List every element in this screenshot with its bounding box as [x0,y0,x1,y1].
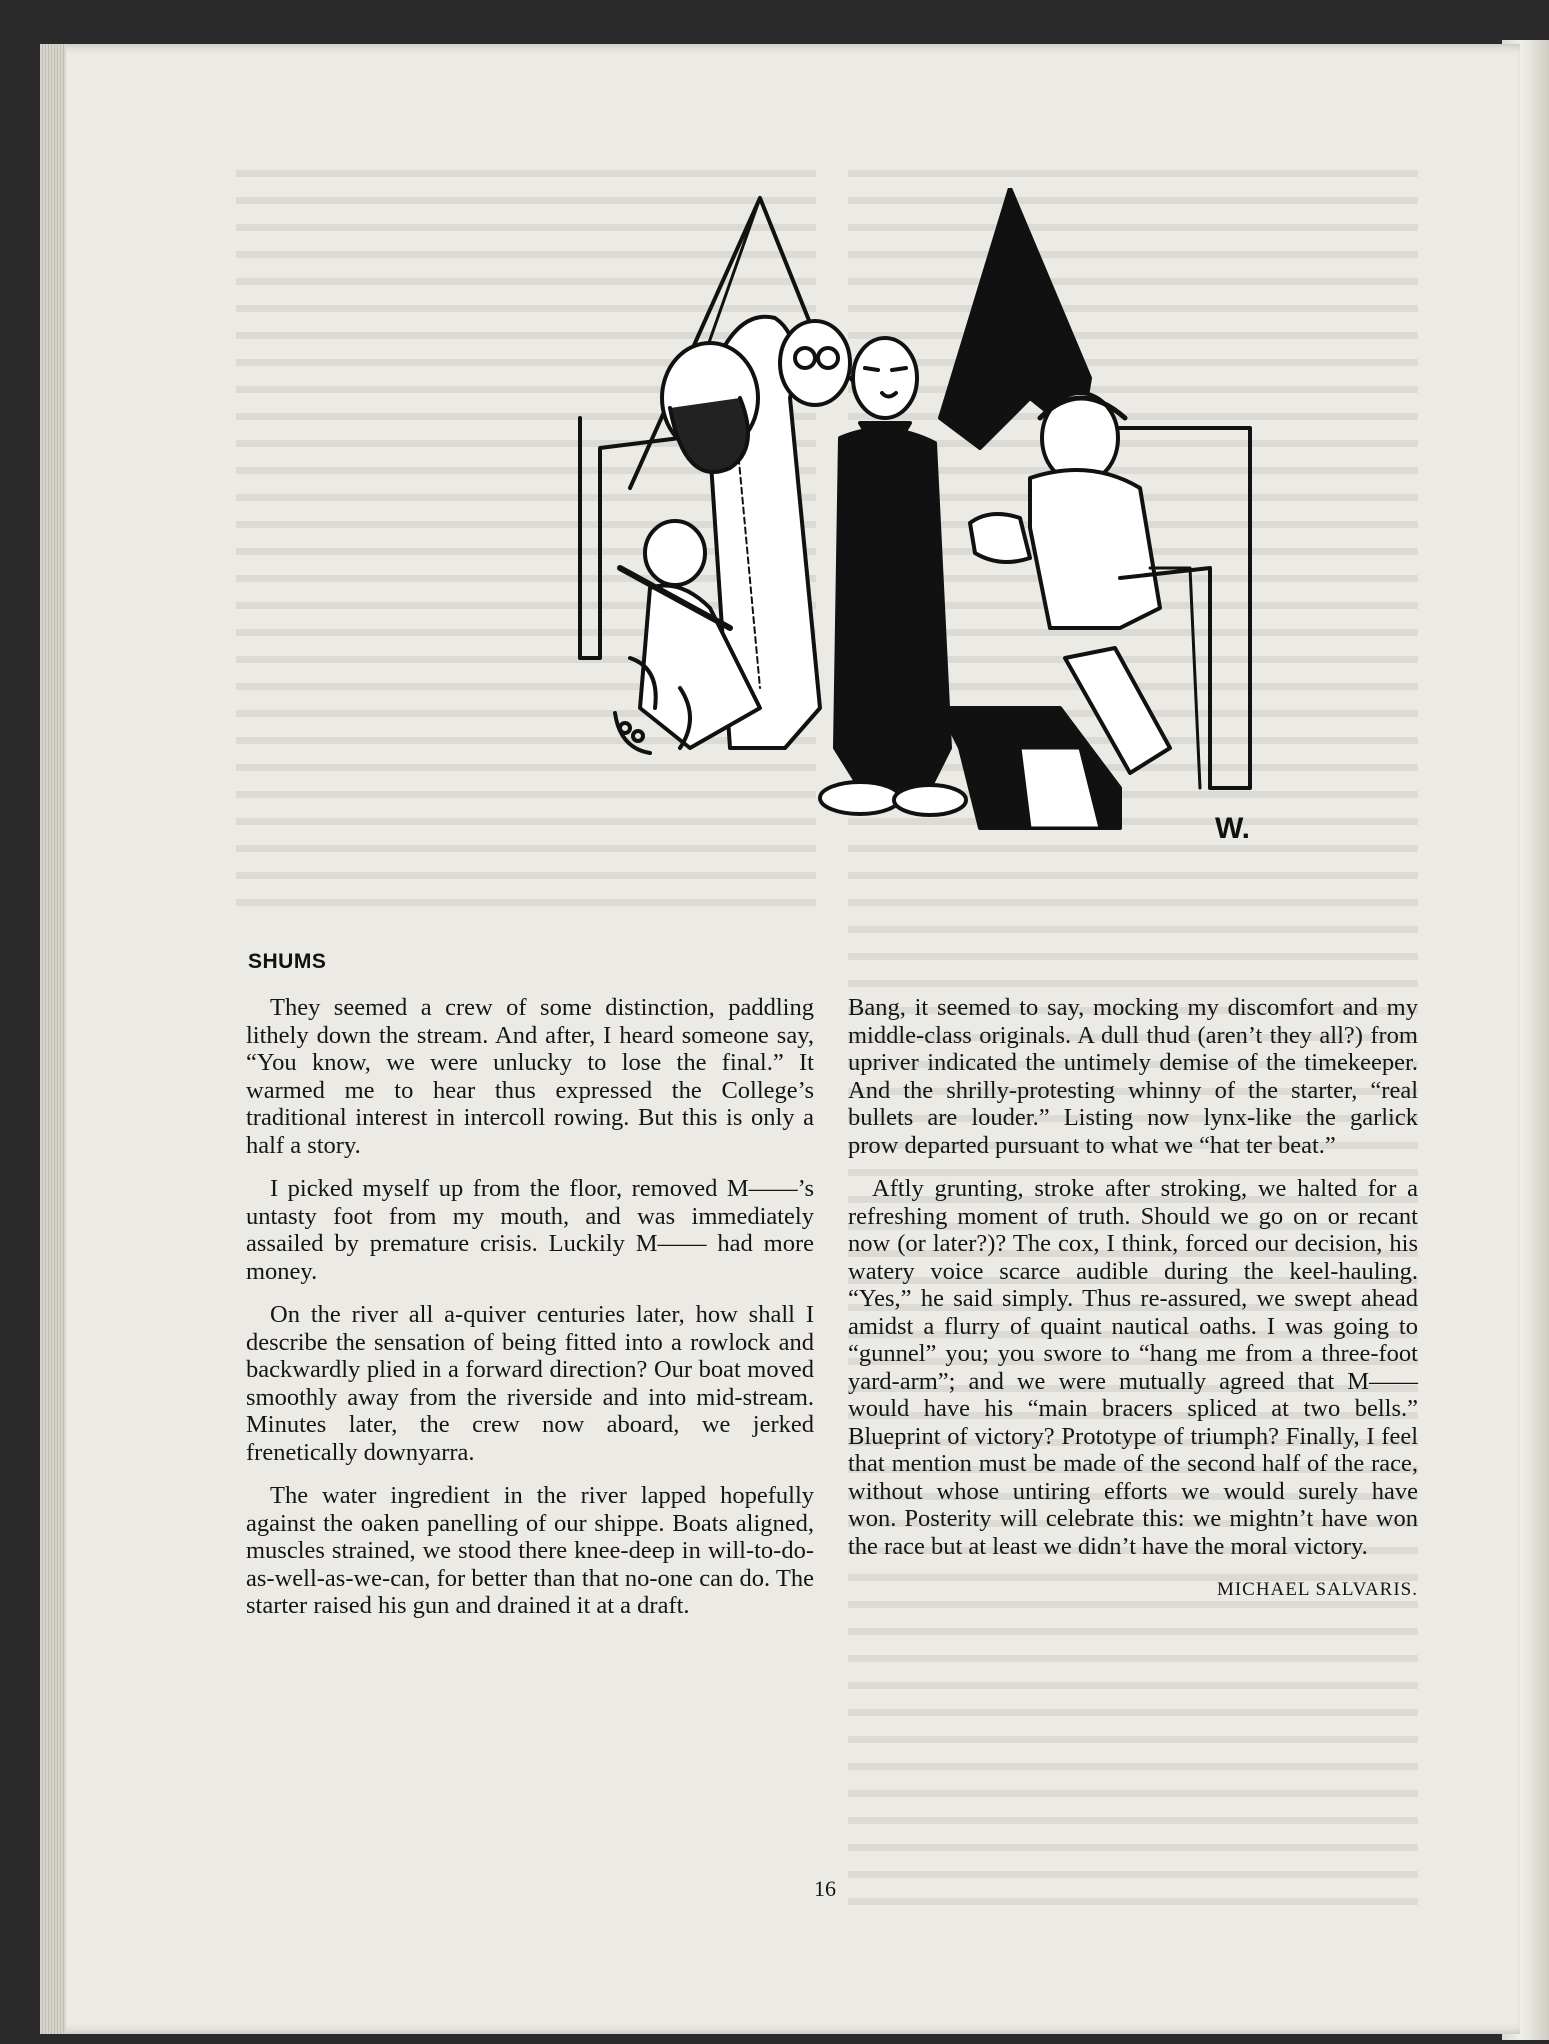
page-binding-edge [40,44,66,2034]
cartoon-illustration [560,188,1255,860]
page-number: 16 [814,1876,836,1901]
article-column-right [848,994,1418,1620]
illustration-signature: W. [1215,812,1250,845]
article-heading: SHUMS [248,950,327,973]
paragraph: The water ingredient in the river lapped hopefully against the oaken panelling of our shippe. Boats aligned, muscles strained, we stood there knee-deep in will-to-do-as-well-as-we-can, for better than that no-one can do. The starter raised his gun and drained it at a draft. [246,1482,814,1619]
paragraph: I picked myself up from the floor, removed M——’s untasty foot from my mouth, and was immediately assailed by premature crisis. Luckily M—— had more money. [246,1175,814,1285]
paragraph: On the river all a-quiver centuries later, how shall I describe the sensation of being fitted into a rowlock and backwardly plied in a forward direction? Our boat moved smoothly away from the riverside and into mid-stream. Minutes later, the crew now aboard, we jerked frenetically downyarra. [246,1301,814,1466]
article-author: MICHAEL SALVARIS. [1216,1579,1418,1600]
article-column-left [246,994,814,1636]
paragraph: Bang, it seemed to say, mocking my discomfort and my middle-class originals. A dull thud (aren’t they all?) from upriver indicated the untimely demise of the timekeeper. And the shrilly-protesting whinny of the starter, “real bullets are louder.” Listing now lynx-like the garlick prow departed pursuant to what we “hat ter beat.” [848,994,1418,1159]
paragraph: They seemed a crew of some distinction, paddling lithely down the stream. And after, I heard someone say, “You know, we were unlucky to lose the final.” It warmed me to hear thus expressed the College’s traditional interest in intercoll rowing. But this is only a half a story. [246,994,814,1159]
paragraph: Aftly grunting, stroke after stroking, we halted for a refreshing moment of truth. Should we go on or recant now (or later?)? The cox, I think, forced our decision, his watery voice scarce audible during the keel-hauling. “Yes,” he said simply. Thus re-assured, we swept ahead amidst a flurry of quaint nautical oaths. I was going to “gunnel” you; you swore to “hang me from a three-foot yard-arm”; and we were mutually agreed that M—— would have his “main bracers spliced at two bells.” Blueprint of victory? Prototype of triumph? Finally, I feel that mention must be made of the second half of the race, without whose untiring efforts we would surely have won. Posterity will celebrate this: we mightn’t have won the race but at least we didn’t have the moral victory. [848,1175,1418,1560]
